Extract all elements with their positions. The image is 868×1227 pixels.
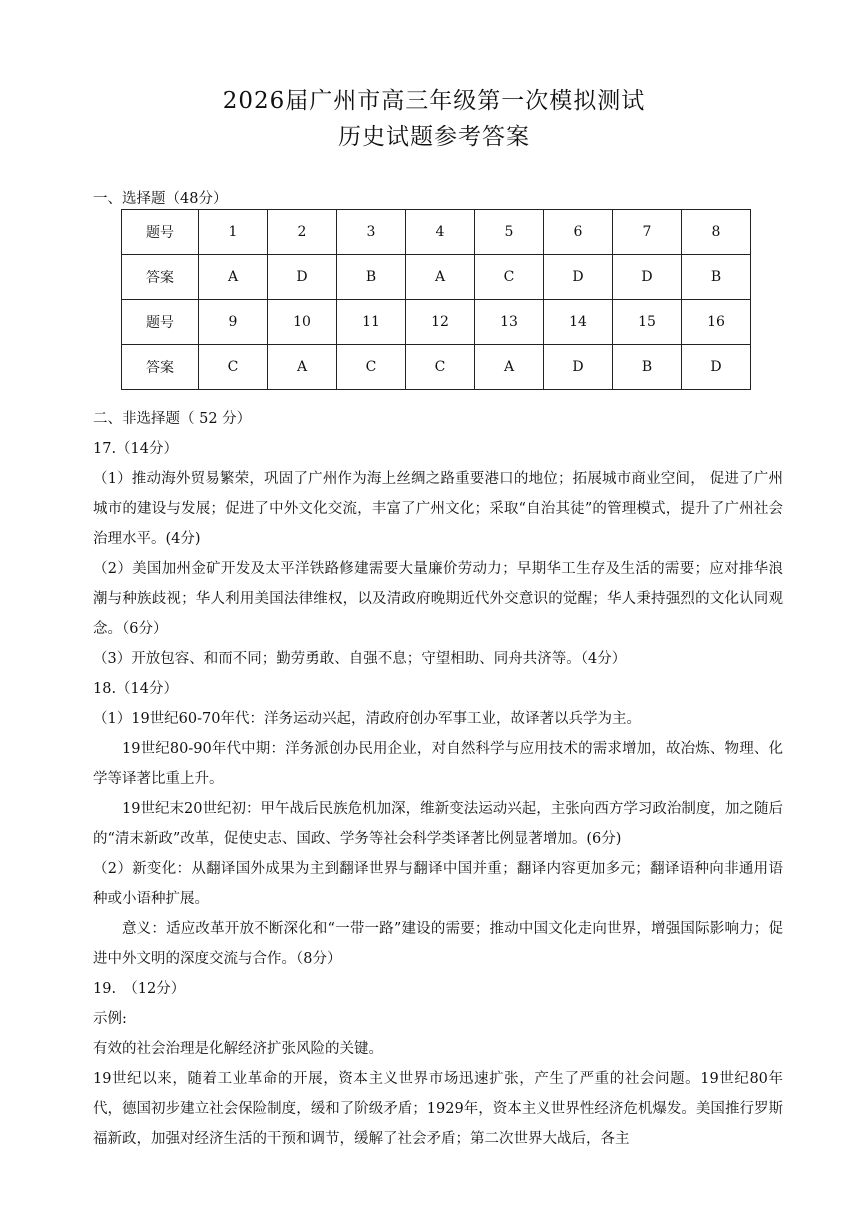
table-cell: 12 — [406, 300, 475, 345]
table-cell: 16 — [682, 300, 751, 345]
q18-part2-significance: 意义：适应改革开放不断深化和“一带一路”建设的需要；推动中国文化走向世界，增强国际影响力；促进中外文明的深度交流与合作。（8分） — [93, 921, 783, 967]
q19-paragraph: 19世纪以来，随着工业革命的开展，资本主义世界市场迅速扩张，产生了严重的社会问题。19世纪80年代，德国初步建立社会保险制度，缓和了阶级矛盾；1929年，资本主义世界性经济危机爆发。美国推行罗斯福新政，加强对经济生活的干预和调节，缓解了社会矛盾；第二次世界大战后，各主 — [93, 1071, 783, 1147]
q18-part1: （1）19世纪60-70年代：洋务运动兴起，清政府创办军事工业，故译著以兵学为主。 — [93, 711, 641, 727]
table-cell: D — [544, 255, 613, 300]
table-cell: C — [406, 345, 475, 390]
table-cell: 14 — [544, 300, 613, 345]
section-multiple-choice-heading: 一、选择题（48分） — [93, 191, 228, 207]
table-cell: A — [406, 255, 475, 300]
section-free-response-heading: 二、非选择题（ 52 分） — [93, 411, 252, 427]
answer-table — [121, 209, 751, 390]
q17-part3: （3）开放包容、和而不同；勤劳勇敢、自强不息；守望相助、同舟共济等。（4分） — [93, 651, 627, 667]
table-cell: C — [337, 345, 406, 390]
document-subtitle: 历史试题参考答案 — [338, 124, 530, 150]
q19-thesis: 有效的社会治理是化解经济扩张风险的关键。 — [93, 1041, 383, 1057]
table-cell: 答案 — [122, 255, 199, 300]
q17-part1: （1）推动海外贸易繁荣，巩固了广州作为海上丝绸之路重要港口的地位；拓展城市商业空间， 促进了广州城市的建设与发展；促进了中外文化交流，丰富了广州文化；采取“自治其徒”的管理模式，提升了广州社会治理水平。(4分) — [93, 471, 783, 547]
table-cell: D — [544, 345, 613, 390]
table-cell: 11 — [337, 300, 406, 345]
table-cell: D — [682, 345, 751, 390]
q19-example-label: 示例: — [93, 1011, 127, 1027]
table-cell: B — [613, 345, 682, 390]
q19-heading: 19. （12分） — [93, 981, 186, 997]
q17-heading: 17.（14分） — [93, 441, 179, 457]
table-cell: 8 — [682, 210, 751, 255]
table-cell: A — [199, 255, 268, 300]
table-row — [122, 345, 751, 390]
table-cell: 10 — [268, 300, 337, 345]
table-cell: B — [682, 255, 751, 300]
table-cell: 题号 — [122, 210, 199, 255]
table-row — [122, 255, 751, 300]
table-cell: 题号 — [122, 300, 199, 345]
q18-heading: 18.（14分） — [93, 681, 179, 697]
table-cell: 5 — [475, 210, 544, 255]
q17-part2: （2）美国加州金矿开发及太平洋铁路修建需要大量廉价劳动力；早期华工生存及生活的需要；应对排华浪潮与种族歧视；华人利用美国法律维权，以及清政府晚期近代外交意识的觉醒；华人秉持强烈的文化认同观念。（6分） — [93, 561, 783, 637]
table-row — [122, 300, 751, 345]
table-cell: 6 — [544, 210, 613, 255]
table-cell: C — [199, 345, 268, 390]
table-cell: 4 — [406, 210, 475, 255]
table-cell: D — [268, 255, 337, 300]
table-cell: D — [613, 255, 682, 300]
table-cell: 7 — [613, 210, 682, 255]
table-cell: 3 — [337, 210, 406, 255]
table-cell: 15 — [613, 300, 682, 345]
table-cell: 1 — [199, 210, 268, 255]
table-cell: 2 — [268, 210, 337, 255]
table-cell: C — [475, 255, 544, 300]
table-row — [122, 210, 751, 255]
table-cell: 9 — [199, 300, 268, 345]
table-cell: A — [475, 345, 544, 390]
document-title: 2026届广州市高三年级第一次模拟测试 — [222, 88, 646, 114]
table-cell: A — [268, 345, 337, 390]
table-cell: 13 — [475, 300, 544, 345]
q18-part1-para2: 19世纪80-90年代中期：洋务派创办民用企业，对自然科学与应用技术的需求增加，故冶炼、物理、化学等译著比重上升。 — [93, 741, 783, 787]
q18-part1-para3: 19世纪末20世纪初：甲午战后民族危机加深，维新变法运动兴起，主张向西方学习政治制度，加之随后的“清末新政”改革，促使史志、国政、学务等社会科学类译著比例显著增加。(6分) — [93, 801, 783, 847]
table-cell: 答案 — [122, 345, 199, 390]
q18-part2: （2）新变化：从翻译国外成果为主到翻译世界与翻译中国并重；翻译内容更加多元；翻译语种向非通用语种或小语种扩展。 — [93, 861, 783, 907]
table-cell: B — [337, 255, 406, 300]
answer-body — [93, 404, 783, 1154]
